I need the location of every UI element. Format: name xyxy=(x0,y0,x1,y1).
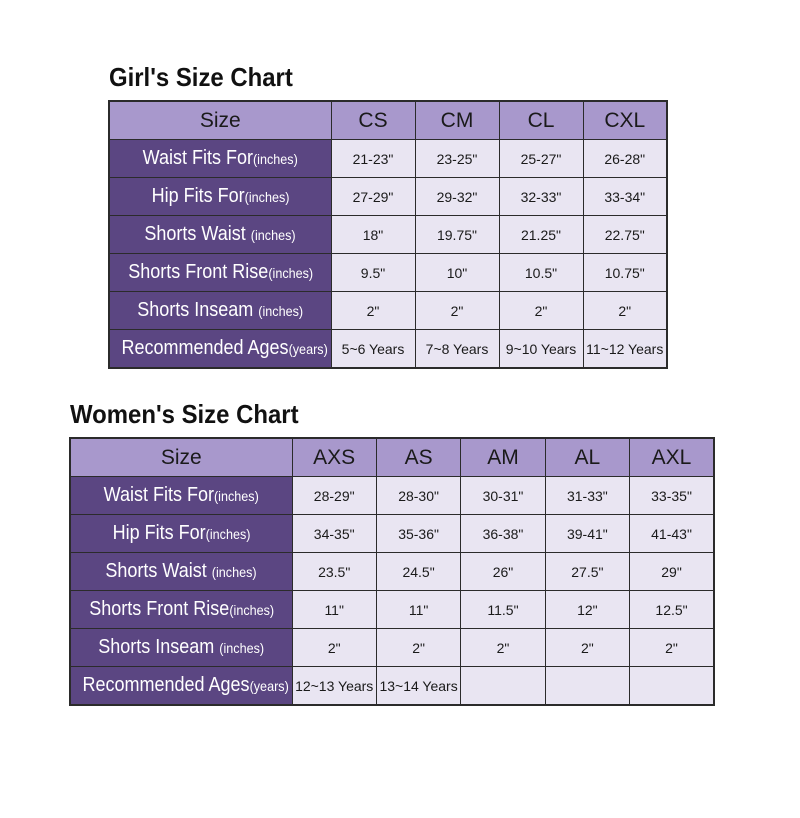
size-value-cell: 33-35" xyxy=(630,477,714,515)
row-label-inner xyxy=(121,337,327,360)
size-value-cell: 31-33" xyxy=(545,477,629,515)
row-label-inner xyxy=(82,674,288,697)
size-value-cell: 2" xyxy=(331,292,415,330)
measurement-name: Waist Fits For xyxy=(103,484,215,506)
size-value-cell: 27-29" xyxy=(331,178,415,216)
row-label xyxy=(109,292,331,330)
measurement-unit: (inches) xyxy=(251,227,296,243)
size-column-header: CS xyxy=(331,101,415,140)
women-chart-title: Women's Size Chart xyxy=(70,399,299,429)
size-value-cell: 29" xyxy=(630,553,714,591)
size-value-cell: 12" xyxy=(545,591,629,629)
size-value-cell: 13~14 Years xyxy=(376,667,460,706)
measurement-unit: (years) xyxy=(249,678,289,694)
size-value-cell: 9.5" xyxy=(331,254,415,292)
size-value-cell: 34-35" xyxy=(292,515,376,553)
size-value-cell: 35-36" xyxy=(376,515,460,553)
measurement-unit: (inches) xyxy=(214,488,259,504)
size-value-cell: 22.75" xyxy=(583,216,667,254)
women-header-row xyxy=(70,438,714,477)
size-value-cell: 29-32" xyxy=(415,178,499,216)
size-value-cell: 12~13 Years xyxy=(292,667,376,706)
size-header: Size xyxy=(109,101,331,140)
measurement-name: Shorts Inseam xyxy=(98,636,220,658)
size-value-cell: 11" xyxy=(292,591,376,629)
row-label-inner xyxy=(89,598,274,621)
row-label-inner xyxy=(151,185,289,208)
size-column-header: AXL xyxy=(630,438,714,477)
measurement-name: Recommended Ages xyxy=(82,674,250,696)
size-value-cell: 24.5" xyxy=(376,553,460,591)
size-value-cell: 30-31" xyxy=(461,477,545,515)
size-value-cell: 26-28" xyxy=(583,140,667,178)
size-value-cell: 32-33" xyxy=(499,178,583,216)
size-value-cell: 23.5" xyxy=(292,553,376,591)
girls-size-table xyxy=(108,100,668,369)
girls-header-row xyxy=(109,101,667,140)
table-row xyxy=(109,216,667,254)
measurement-unit: (years) xyxy=(288,341,328,357)
row-label xyxy=(109,178,331,216)
table-row xyxy=(109,292,667,330)
measurement-name: Hip Fits For xyxy=(112,522,206,544)
size-column-header: AL xyxy=(545,438,629,477)
row-label xyxy=(109,330,331,369)
size-column-header: AXS xyxy=(292,438,376,477)
table-row xyxy=(109,140,667,178)
size-value-cell: 11~12 Years xyxy=(583,330,667,369)
size-value-cell: 5~6 Years xyxy=(331,330,415,369)
size-value-cell: 28-30" xyxy=(376,477,460,515)
size-value-cell: 18" xyxy=(331,216,415,254)
measurement-name: Shorts Front Rise xyxy=(88,598,229,620)
row-label-inner xyxy=(145,223,296,246)
size-value-cell: 26" xyxy=(461,553,545,591)
size-value-cell: 7~8 Years xyxy=(415,330,499,369)
size-value-cell: 2" xyxy=(583,292,667,330)
size-value-cell: 2" xyxy=(499,292,583,330)
measurement-name: Shorts Waist xyxy=(144,223,252,245)
row-label xyxy=(109,216,331,254)
row-label-inner xyxy=(137,299,303,322)
size-value-cell: 2" xyxy=(545,629,629,667)
measurement-name: Waist Fits For xyxy=(142,147,254,169)
size-value-cell: 11" xyxy=(376,591,460,629)
size-value-cell: 23-25" xyxy=(415,140,499,178)
measurement-unit: (inches) xyxy=(258,303,304,319)
row-label xyxy=(70,667,292,706)
size-value-cell: 25-27" xyxy=(499,140,583,178)
measurement-unit: (inches) xyxy=(244,189,290,205)
size-value-cell: 2" xyxy=(461,629,545,667)
row-label xyxy=(70,515,292,553)
size-value-cell: 19.75" xyxy=(415,216,499,254)
size-column-header: CL xyxy=(499,101,583,140)
measurement-name: Shorts Waist xyxy=(105,560,213,582)
size-column-header: CM xyxy=(415,101,499,140)
women-size-table xyxy=(69,437,715,706)
table-row xyxy=(109,330,667,369)
row-label-inner xyxy=(112,522,250,545)
measurement-name: Shorts Front Rise xyxy=(127,261,268,283)
measurement-unit: (inches) xyxy=(253,151,298,167)
size-value-cell: 27.5" xyxy=(545,553,629,591)
measurement-unit: (inches) xyxy=(219,640,265,656)
size-value-cell: 2" xyxy=(630,629,714,667)
size-value-cell: 2" xyxy=(292,629,376,667)
row-label-inner xyxy=(98,636,264,659)
measurement-unit: (inches) xyxy=(267,265,313,281)
size-value-cell: 12.5" xyxy=(630,591,714,629)
row-label xyxy=(109,254,331,292)
size-column-header: AM xyxy=(461,438,545,477)
size-value-cell: 28-29" xyxy=(292,477,376,515)
size-column-header: CXL xyxy=(583,101,667,140)
measurement-name: Recommended Ages xyxy=(121,337,289,359)
measurement-unit: (inches) xyxy=(205,526,251,542)
row-label xyxy=(70,591,292,629)
girls-chart-title: Girl's Size Chart xyxy=(109,62,293,92)
measurement-name: Hip Fits For xyxy=(151,185,245,207)
size-value-cell: 21.25" xyxy=(499,216,583,254)
size-value-cell: 41-43" xyxy=(630,515,714,553)
table-row xyxy=(70,553,714,591)
size-value-cell: 10" xyxy=(415,254,499,292)
row-label-inner xyxy=(104,484,259,507)
size-value-cell: 36-38" xyxy=(461,515,545,553)
size-value-cell: 2" xyxy=(415,292,499,330)
row-label-inner xyxy=(106,560,257,583)
row-label xyxy=(70,553,292,591)
size-value-cell: 10.75" xyxy=(583,254,667,292)
size-value-cell: 33-34" xyxy=(583,178,667,216)
size-value-cell: 11.5" xyxy=(461,591,545,629)
row-label xyxy=(70,477,292,515)
size-value-cell: 2" xyxy=(376,629,460,667)
row-label-inner xyxy=(128,261,313,284)
measurement-unit: (inches) xyxy=(212,564,257,580)
row-label xyxy=(70,629,292,667)
row-label-inner xyxy=(143,147,298,170)
table-row xyxy=(70,629,714,667)
size-column-header: AS xyxy=(376,438,460,477)
measurement-unit: (inches) xyxy=(228,602,274,618)
row-label xyxy=(109,140,331,178)
size-value-cell: 9~10 Years xyxy=(499,330,583,369)
size-value-cell: 21-23" xyxy=(331,140,415,178)
size-value-cell: 39-41" xyxy=(545,515,629,553)
table-row xyxy=(109,178,667,216)
measurement-name: Shorts Inseam xyxy=(137,299,259,321)
size-value-cell xyxy=(461,667,545,706)
table-row xyxy=(70,515,714,553)
table-row xyxy=(109,254,667,292)
size-value-cell xyxy=(545,667,629,706)
size-value-cell xyxy=(630,667,714,706)
size-value-cell: 10.5" xyxy=(499,254,583,292)
table-row xyxy=(70,667,714,706)
table-row xyxy=(70,591,714,629)
size-header: Size xyxy=(70,438,292,477)
table-row xyxy=(70,477,714,515)
